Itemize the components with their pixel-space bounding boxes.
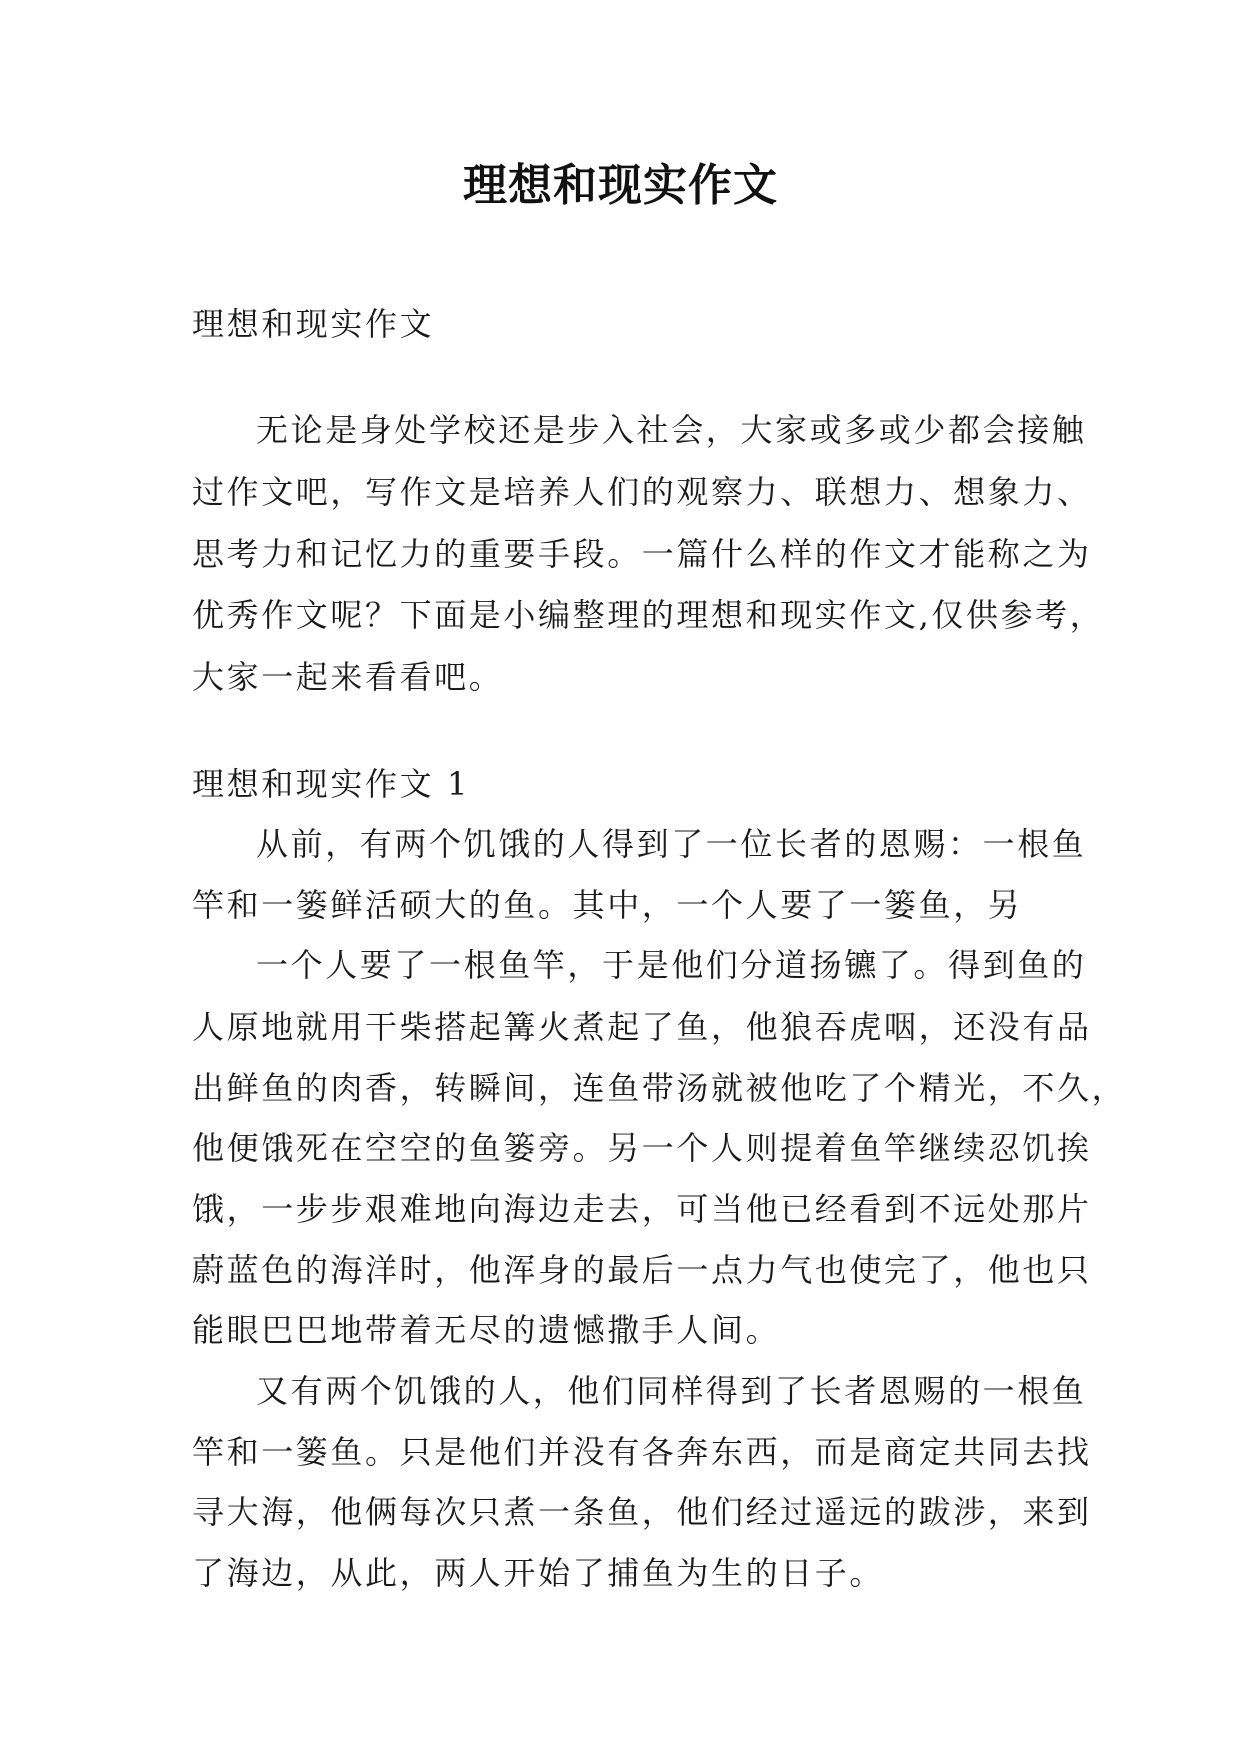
paragraph-line: 思考力和记忆力的重要手段。一篇什么样的作文才能称之为: [192, 535, 1092, 573]
paragraph-line: 饿，一步步艰难地向海边走去，可当他已经看到不远处那片: [192, 1190, 1092, 1228]
paragraph-line: 了海边，从此，两人开始了捕鱼为生的日子。: [192, 1554, 885, 1592]
paragraph-line: 能眼巴巴地带着无尽的遗憾撒手人间。: [192, 1311, 781, 1349]
paragraph-line: 寻大海，他俩每次只煮一条鱼，他们经过遥远的跋涉，来到: [192, 1493, 1092, 1531]
paragraph-line: 优秀作文呢？下面是小编整理的理想和现实作文,仅供参考，: [192, 596, 1105, 634]
paragraph-line: 一个人要了一根鱼竿，于是他们分道扬镳了。得到鱼的: [256, 946, 1087, 984]
paragraph-line: 竿和一篓鲜活硕大的鱼。其中，一个人要了一篓鱼，另: [192, 886, 1023, 924]
subtitle-heading: 理想和现实作文: [192, 305, 435, 343]
section-heading: 理想和现实作文 1: [192, 765, 470, 803]
paragraph-line: 从前，有两个饥饿的人得到了一位长者的恩赐：一根鱼: [256, 825, 1087, 863]
paragraph-line: 竿和一篓鱼。只是他们并没有各奔东西，而是商定共同去找: [192, 1433, 1092, 1471]
paragraph-line: 蔚蓝色的海洋时，他浑身的最后一点力气也使完了，他也只: [192, 1251, 1092, 1289]
paragraph-line: 人原地就用干柴搭起篝火煮起了鱼，他狼吞虎咽，还没有品: [192, 1008, 1092, 1046]
paragraph-line: 过作文吧，写作文是培养人们的观察力、联想力、想象力、: [192, 473, 1092, 511]
paragraph-line: 他便饿死在空空的鱼篓旁。另一个人则提着鱼竿继续忍饥挨: [192, 1129, 1092, 1167]
paragraph-line: 大家一起来看看吧。: [192, 658, 504, 696]
paragraph-line: 出鲜鱼的肉香，转瞬间，连鱼带汤就被他吃了个精光，不久，: [192, 1069, 1127, 1107]
paragraph-line: 又有两个饥饿的人，他们同样得到了长者恩赐的一根鱼: [256, 1372, 1087, 1410]
document-title: 理想和现实作文: [463, 160, 778, 211]
paragraph-line: 无论是身处学校还是步入社会，大家或多或少都会接触: [256, 411, 1087, 449]
